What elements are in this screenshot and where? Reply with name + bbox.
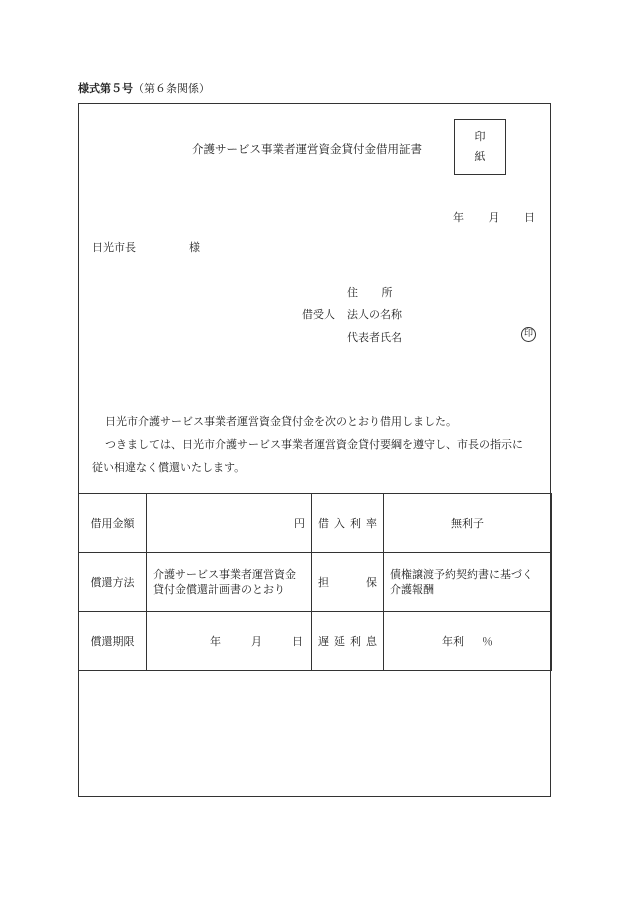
date-line xyxy=(453,209,535,225)
late-interest-label-char: 息 xyxy=(366,635,377,648)
loan-details-table xyxy=(78,493,552,671)
date-month: 月 xyxy=(488,211,500,224)
interest-rate-label-char: 借 xyxy=(318,517,329,530)
interest-rate-label xyxy=(312,494,384,553)
interest-rate-label-char: 入 xyxy=(334,517,345,530)
date-year: 年 xyxy=(453,211,464,224)
loan-amount-label: 借用金額 xyxy=(79,494,147,553)
late-interest-label-char: 利 xyxy=(350,635,361,648)
corp-name-label: 法人の名称 xyxy=(347,308,402,321)
date-day: 日 xyxy=(524,211,535,224)
body-paragraph-1: 日光市介護サービス事業者運営資金貸付金を次のとおり借用しました。 xyxy=(105,415,457,428)
interest-rate-label-char: 利 xyxy=(350,517,361,530)
representative-label: 代表者氏名 xyxy=(347,331,402,344)
repayment-method-label: 償還方法 xyxy=(79,553,147,612)
late-interest-label xyxy=(312,612,384,671)
interest-rate-value: 無利子 xyxy=(384,494,552,553)
late-interest-prefix: 年利 xyxy=(442,635,464,648)
loan-amount-unit: 円 xyxy=(147,494,312,553)
seal-mark: 印 xyxy=(521,327,536,342)
late-interest-value xyxy=(384,612,552,671)
interest-rate-label-char: 率 xyxy=(366,517,377,530)
repayment-method-line2: 貸付金償還計画書のとおり xyxy=(153,583,285,596)
form-header xyxy=(78,80,210,96)
table-row xyxy=(79,612,552,671)
table-row xyxy=(79,494,552,553)
repayment-deadline-value xyxy=(147,612,312,671)
form-number: 様式第５号 xyxy=(78,82,133,95)
deadline-month: 月 xyxy=(251,635,262,648)
collateral-line1: 債権譲渡予約契約書に基づく xyxy=(390,568,533,581)
collateral-label-char: 保 xyxy=(366,576,377,589)
late-interest-label-char: 遅 xyxy=(318,635,329,648)
deadline-year: 年 xyxy=(210,635,221,648)
borrower-label: 借受人 xyxy=(302,308,335,321)
repayment-deadline-label: 償還期限 xyxy=(79,612,147,671)
addressee-name: 日光市長 xyxy=(92,241,136,254)
repayment-method-line1: 介護サービス事業者運営資金 xyxy=(153,568,296,581)
document-title: 介護サービス事業者運営資金貸付金借用証書 xyxy=(192,142,422,156)
form-relation: （第６条関係） xyxy=(133,82,210,95)
collateral-label xyxy=(312,553,384,612)
stamp-label-1: 印 xyxy=(474,130,486,143)
address-label: 住 所 xyxy=(347,286,393,299)
revenue-stamp-box xyxy=(454,119,506,175)
collateral-line2: 介護報酬 xyxy=(390,583,434,596)
late-interest-unit: ％ xyxy=(482,635,493,648)
stamp-label-2: 紙 xyxy=(474,150,486,163)
addressee-honorific: 様 xyxy=(189,241,200,254)
late-interest-label-char: 延 xyxy=(334,635,345,648)
collateral-value xyxy=(384,553,552,612)
table-row xyxy=(79,553,552,612)
collateral-label-char: 担 xyxy=(318,576,329,589)
deadline-day: 日 xyxy=(292,635,303,648)
body-paragraph-2-line1: つきましては、日光市介護サービス事業者運営資金貸付要綱を遵守し、市長の指示に xyxy=(105,438,523,451)
body-paragraph-2-line2: 従い相違なく償還いたします。 xyxy=(92,461,246,474)
repayment-method-value xyxy=(147,553,312,612)
